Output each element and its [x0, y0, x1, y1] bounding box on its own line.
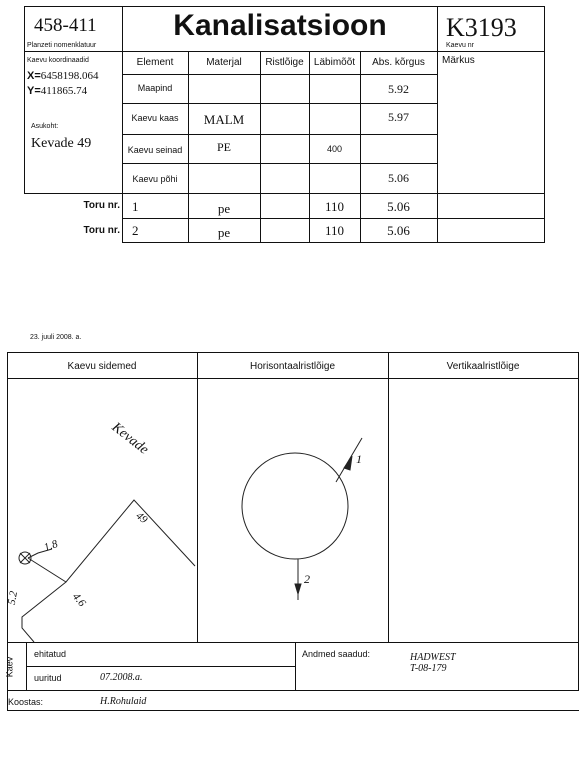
- x-label: X=: [27, 70, 41, 82]
- source-label: Andmed saadud:: [302, 649, 371, 659]
- pipe-label: Toru nr.: [83, 225, 120, 236]
- pipe-material: pe: [217, 201, 231, 216]
- kaev-label: Kaev: [4, 656, 15, 678]
- x-value: 6458198.064: [40, 70, 99, 82]
- y-value: 411865.74: [40, 85, 88, 97]
- well-number: K3193: [446, 13, 517, 42]
- pipe-diameter: 110: [324, 199, 345, 214]
- pipe-2-mark: 2: [304, 572, 310, 586]
- surveyed-value: 07.2008.a.: [100, 672, 143, 683]
- sketch-street-label: Kevade: [108, 420, 152, 458]
- tie-line-long: [22, 582, 66, 642]
- header-section: Ristlõige: [265, 57, 304, 68]
- y-label: Y=: [27, 85, 41, 97]
- sketch-label-52: 5.2: [5, 590, 20, 606]
- header-remarks: Märkus: [442, 55, 475, 66]
- pipe-1-mark: 1: [356, 452, 362, 466]
- col-header-vertical: Vertikaalristlõige: [446, 361, 520, 372]
- row-element: Kaevu kaas: [131, 113, 179, 123]
- nomenclature-label: Planzeti nomenklatuur: [27, 42, 97, 49]
- sketch-label-18: 1.8: [42, 538, 60, 554]
- source-value-1: HADWEST: [410, 652, 456, 663]
- row-element: Kaevu seinad: [127, 145, 183, 155]
- source-value-2: T-08-179: [410, 663, 447, 674]
- row-material: MALM: [203, 112, 245, 127]
- pipe-material: pe: [217, 225, 231, 240]
- pipe-height: 5.06: [387, 223, 410, 238]
- pipe-diameter: 110: [324, 223, 345, 238]
- col-header-links: Kaevu sidemed: [67, 361, 137, 372]
- sketch-label-46: 4.6: [69, 590, 88, 610]
- header-element: Element: [136, 57, 174, 68]
- document-date: 23. juuli 2008. a.: [30, 334, 82, 341]
- location-value: Kevade 49: [31, 136, 92, 151]
- pipe-nr: 2: [132, 223, 139, 238]
- well-circle: [242, 453, 348, 559]
- author-value: H.Rohulaid: [100, 696, 147, 707]
- pipe-nr: 1: [132, 199, 139, 214]
- location-sketch: [19, 500, 195, 642]
- row-diameter: 400: [326, 144, 343, 154]
- well-number-label: Kaevu nr: [446, 42, 475, 49]
- horizontal-section: [242, 438, 362, 600]
- header-height: Abs. kõrgus: [372, 57, 425, 68]
- pipe-1-arrow: [344, 456, 352, 470]
- built-label: ehitatud: [34, 649, 67, 659]
- coords-label: Kaevu koordinaadid: [27, 57, 89, 64]
- row-height: 5.92: [388, 82, 409, 96]
- location-label: Asukoht:: [31, 123, 59, 130]
- nomenclature-value: 458-411: [34, 15, 97, 36]
- header-diameter: Läbimõõt: [313, 57, 356, 68]
- pipe-label: Toru nr.: [83, 200, 120, 211]
- sketch-label-49: 49: [133, 509, 150, 527]
- col-header-horizontal: Horisontaalristlõige: [249, 361, 336, 372]
- row-element: Kaevu põhi: [132, 174, 178, 184]
- pipe-2-arrow: [295, 584, 301, 594]
- row-element: Maapind: [137, 83, 173, 93]
- page-title: Kanalisatsioon: [173, 9, 387, 42]
- surveyed-label: uuritud: [34, 673, 62, 683]
- row-height: 5.97: [388, 110, 409, 124]
- row-height: 5.06: [388, 171, 409, 185]
- author-label: Koostas:: [8, 697, 44, 707]
- row-material: PE: [216, 140, 231, 154]
- header-material: Materjal: [206, 57, 242, 68]
- pipe-height: 5.06: [387, 199, 410, 214]
